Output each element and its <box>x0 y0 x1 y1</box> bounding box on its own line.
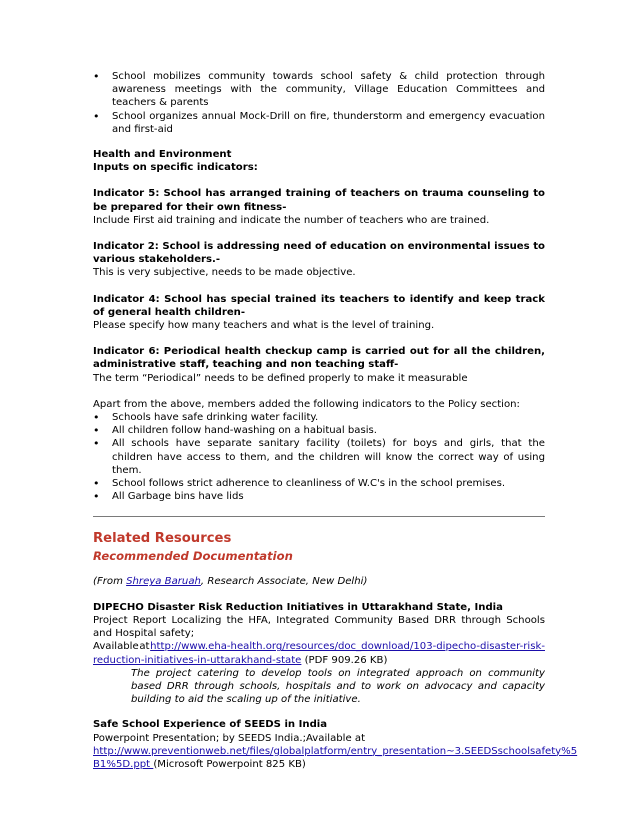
list-item: • All schools have separate sanitary facility (toilets) for boys and girls, that the children have access to them, and the children will know the correct way of using them. <box>93 437 545 477</box>
indicator-title <box>93 240 545 266</box>
resource-link-part2[interactable]: reduction-initiatives-in-uttarakhand-state <box>93 654 302 666</box>
indicator-block <box>93 293 545 333</box>
related-resources-heading: Related Resources <box>93 531 232 547</box>
indicator-note: Include First aid training and indicate the number of teachers who are trained. <box>93 214 490 226</box>
resource-description: Project Report Localizing the HFA, Integrated Community Based DRR through Schools and Hospital safety; <box>93 614 545 640</box>
indicator-block <box>93 240 545 280</box>
resource-link-part1[interactable]: http://www.eha-health.org/resources/doc_download/103-dipecho-disaster-risk- <box>150 641 545 653</box>
resource-link-line <box>93 745 578 758</box>
list-item: • All Garbage bins have lids <box>93 490 545 503</box>
section-subtitle: Inputs on specific indicators: <box>93 162 258 174</box>
resource-description: Powerpoint Presentation; by SEEDS India.;Available at <box>93 732 366 744</box>
indicator-title-text: Indicator 5: School has arranged training of teachers on trauma counseling to be prepared for their own fitness <box>93 188 545 213</box>
indicator-title-text: Indicator 6: Periodical health checkup camp is carried out for all the children, administrative staff, teaching and non teaching staff <box>93 346 545 371</box>
policy-bullet-list <box>93 411 545 503</box>
list-item: • School mobilizes community towards school safety & child protection through awareness meetings with the community, Village Education Committees and teachers & parents <box>93 70 545 110</box>
resource-summary: The project catering to develop tools on integrated approach on community based DRR through schools, hospitals and to work on advocacy and capacity building to aid the scaling up of the initiative. <box>131 667 545 706</box>
recommended-documentation-heading: Recommended Documentation <box>93 549 293 564</box>
indicator-title <box>93 293 545 319</box>
author-link[interactable]: Shreya Baruah <box>126 576 201 588</box>
indicator-note: This is very subjective, needs to be made objective. <box>93 267 356 279</box>
resource-title: DIPECHO Disaster Risk Reduction Initiatives in Uttarakhand State, India <box>93 601 503 613</box>
available-at-label: at <box>139 641 150 653</box>
indicator-title-text: Indicator 2: School is addressing need of education on environmental issues to various stakeholders. <box>93 241 545 266</box>
section-heading <box>93 148 545 174</box>
indicator-note: The term “Periodical” needs to be defined properly to make it measurable <box>93 372 468 384</box>
resource-link-part2[interactable]: B1%5D.ppt <box>93 758 154 770</box>
resource-title: Safe School Experience of SEEDS in India <box>93 719 328 731</box>
resource-link-part1[interactable]: http://www.preventionweb.net/files/globalplatform/entry_presentation~3.SEEDSschoolsafety%5 <box>93 745 578 757</box>
indicator-title <box>93 187 545 213</box>
indicator-title <box>93 345 545 371</box>
list-item: • All children follow hand-washing on a habitual basis. <box>93 424 545 437</box>
resource-link-line <box>93 654 545 667</box>
indicator-note: Please specify how many teachers and what is the level of training. <box>93 320 435 332</box>
list-item: • School follows strict adherence to cleanliness of W.C's in the school premises. <box>93 477 545 490</box>
indicator-title-text: Indicator 4: School has special trained its teachers to identify and keep track of general health children <box>93 293 545 318</box>
resource-link-line <box>93 758 545 771</box>
section-divider <box>93 516 545 517</box>
section-title: Health and Environment <box>93 149 232 161</box>
list-item: • Schools have safe drinking water facility. <box>93 411 545 424</box>
document-page <box>93 70 578 771</box>
attribution-prefix: (From <box>93 576 127 588</box>
indicator-block <box>93 345 545 385</box>
indicator-separator: - <box>394 359 399 371</box>
attribution-suffix: , Research Associate, New Delhi) <box>200 576 368 588</box>
intro-bullet-list <box>93 70 545 136</box>
available-label: Available <box>93 641 139 653</box>
apart-intro: Apart from the above, members added the following indicators to the Policy section: <box>93 398 520 410</box>
indicator-separator: - <box>282 201 287 213</box>
list-item: • School organizes annual Mock-Drill on fire, thunderstorm and emergency evacuation and first-aid <box>93 110 545 136</box>
resource-file-size: (PDF 909.26 KB) <box>301 654 388 666</box>
source-attribution <box>93 575 545 588</box>
indicator-separator: - <box>215 254 221 266</box>
indicator-block <box>93 187 545 227</box>
resource-file-size: (Microsoft Powerpoint 825 KB) <box>153 758 306 770</box>
indicator-separator: - <box>240 306 246 318</box>
resource-availability <box>93 640 545 653</box>
